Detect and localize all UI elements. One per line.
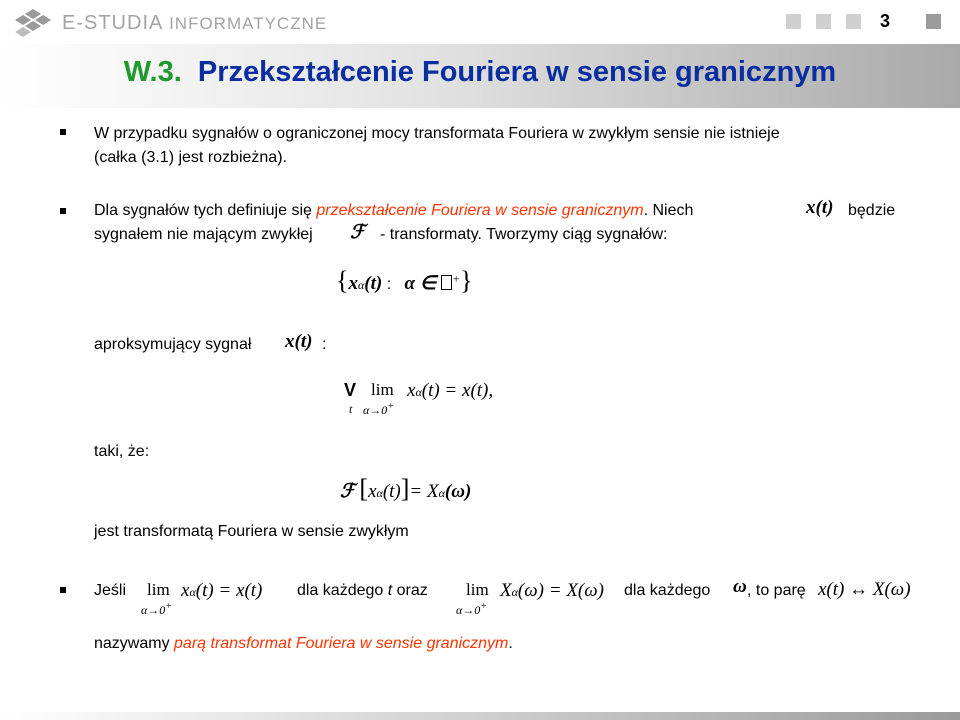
fourier-symbol: ℱ (350, 222, 365, 243)
set-plus: + (452, 271, 461, 286)
bullet-marker (60, 208, 66, 214)
lim-3-sub (456, 601, 487, 618)
forall-t: t (349, 402, 353, 416)
approx-text: aproksymujący sygnał (94, 336, 252, 353)
omega-symbol: ω (733, 576, 747, 597)
set-alpha-sub: α (357, 278, 365, 292)
dla-1-text (297, 580, 428, 602)
set-t: (t) (364, 273, 383, 294)
eq2-alpha: α (376, 486, 383, 500)
lim-3: lim (466, 580, 489, 599)
eq1-alpha: α (415, 385, 422, 399)
lim-2-arrow: α→0 (141, 603, 166, 617)
lim-3-arrow: α→0 (456, 603, 481, 617)
limit-eq-2 (181, 580, 262, 602)
bottom-bar (0, 712, 960, 720)
bullet-marker (60, 129, 66, 135)
forall-symbol: V (344, 380, 357, 400)
nav-square-4[interactable] (926, 14, 941, 29)
fourier-formula (340, 474, 471, 504)
eq2-t: (t) (382, 481, 401, 502)
b3-X: X (500, 580, 512, 601)
eq2-x: x (368, 481, 377, 502)
eq1-rest: (t) = x(t), (421, 380, 494, 401)
last-pre: nazywamy (94, 635, 175, 652)
title-text: Przekształcenie Fouriera w sensie granicznym (197, 56, 837, 88)
last-highlight: parą transformat Fouriera w sensie granicznym (174, 635, 509, 652)
nav-square-1[interactable] (786, 14, 801, 29)
bullet-2-post: . Niech (643, 202, 694, 219)
b3-x: x (181, 580, 190, 601)
taki-text: taki, że: (94, 443, 150, 460)
limit-eq-3 (500, 580, 604, 602)
lim-1-sub (363, 401, 394, 418)
last-post: . (508, 635, 513, 652)
bullet-2-pre: Dla sygnałów tych definiuje się (94, 202, 317, 219)
jest-text: jest transformatą Fouriera w sensie zwykłym (94, 523, 409, 540)
brand-sub: INFORMATYCZNE (169, 14, 328, 33)
lim-1-plus: + (387, 401, 395, 412)
nav-square-2[interactable] (816, 14, 831, 29)
dla-2-text: dla każdego (624, 582, 711, 599)
fourier-symbol-2: ℱ (340, 481, 355, 502)
b3-rest-2: (ω) = X(ω) (517, 580, 604, 601)
eq1-x: x (407, 380, 416, 401)
approx-colon: : (322, 336, 327, 353)
to-pare-text: , to parę (747, 582, 806, 599)
bedzie-text: będzie (848, 202, 896, 219)
eq2-alpha-2: α (438, 486, 445, 500)
eq2-eq: = X (409, 481, 439, 502)
title-number: W.3. (123, 56, 182, 88)
b3-alpha-2: α (511, 585, 518, 599)
jesli-text: Jeśli (94, 582, 127, 599)
lim-2-sub (141, 601, 172, 618)
brand-name (62, 12, 327, 35)
lim-1-arrow: α→0 (363, 403, 388, 417)
bullet-2-line-1 (94, 200, 693, 222)
last-line (94, 633, 513, 655)
dla-1-t: t (387, 582, 393, 599)
slide-title (0, 56, 960, 89)
bullet-1-line-1: W przypadku sygnałów o ograniczonej mocy transformata Fouriera w zwykłym sensie nie istnieje (94, 125, 780, 142)
limit-eq-1 (407, 380, 493, 402)
nav-square-3[interactable] (846, 14, 861, 29)
set-in: α ∈ (404, 273, 442, 294)
brace-left: { (336, 266, 349, 295)
lim-2: lim (147, 580, 170, 599)
bullet-2-line-2-post: - transformaty. Tworzymy ciąg sygnałów: (380, 226, 668, 243)
b3-alpha: α (189, 585, 196, 599)
math-xt: x(t) (806, 197, 834, 218)
logo-icon (13, 9, 53, 37)
set-formula (336, 266, 473, 302)
lim-3-plus: + (480, 601, 488, 612)
b3-rest: (t) = x(t) (195, 580, 263, 601)
bullet-2-line-2-pre: sygnałem nie mającym zwykłej (94, 226, 313, 243)
oraz-label: oraz (396, 582, 428, 599)
lim-1: lim (371, 380, 394, 399)
lim-2-plus: + (165, 601, 173, 612)
bullet-marker (60, 587, 66, 593)
brand-main: E-STUDIA (62, 12, 164, 34)
brace-right: } (460, 266, 473, 295)
set-x: x (348, 273, 358, 294)
pair-formula: x(t) ↔ X(ω) (818, 579, 911, 600)
set-colon: : (386, 276, 392, 293)
page-number: 3 (880, 11, 891, 31)
highlight-term: przekształcenie Fouriera w sensie granicznym (316, 202, 644, 219)
bracket-right: ] (400, 474, 410, 503)
set-box (441, 275, 452, 290)
bracket-left: [ (359, 474, 369, 503)
bullet-1-line-2: (całka (3.1) jest rozbieżna). (94, 149, 287, 166)
math-xt-2: x(t) (285, 331, 313, 352)
eq2-omega: (ω) (444, 481, 472, 502)
dla-1-label: dla każdego (297, 582, 384, 599)
